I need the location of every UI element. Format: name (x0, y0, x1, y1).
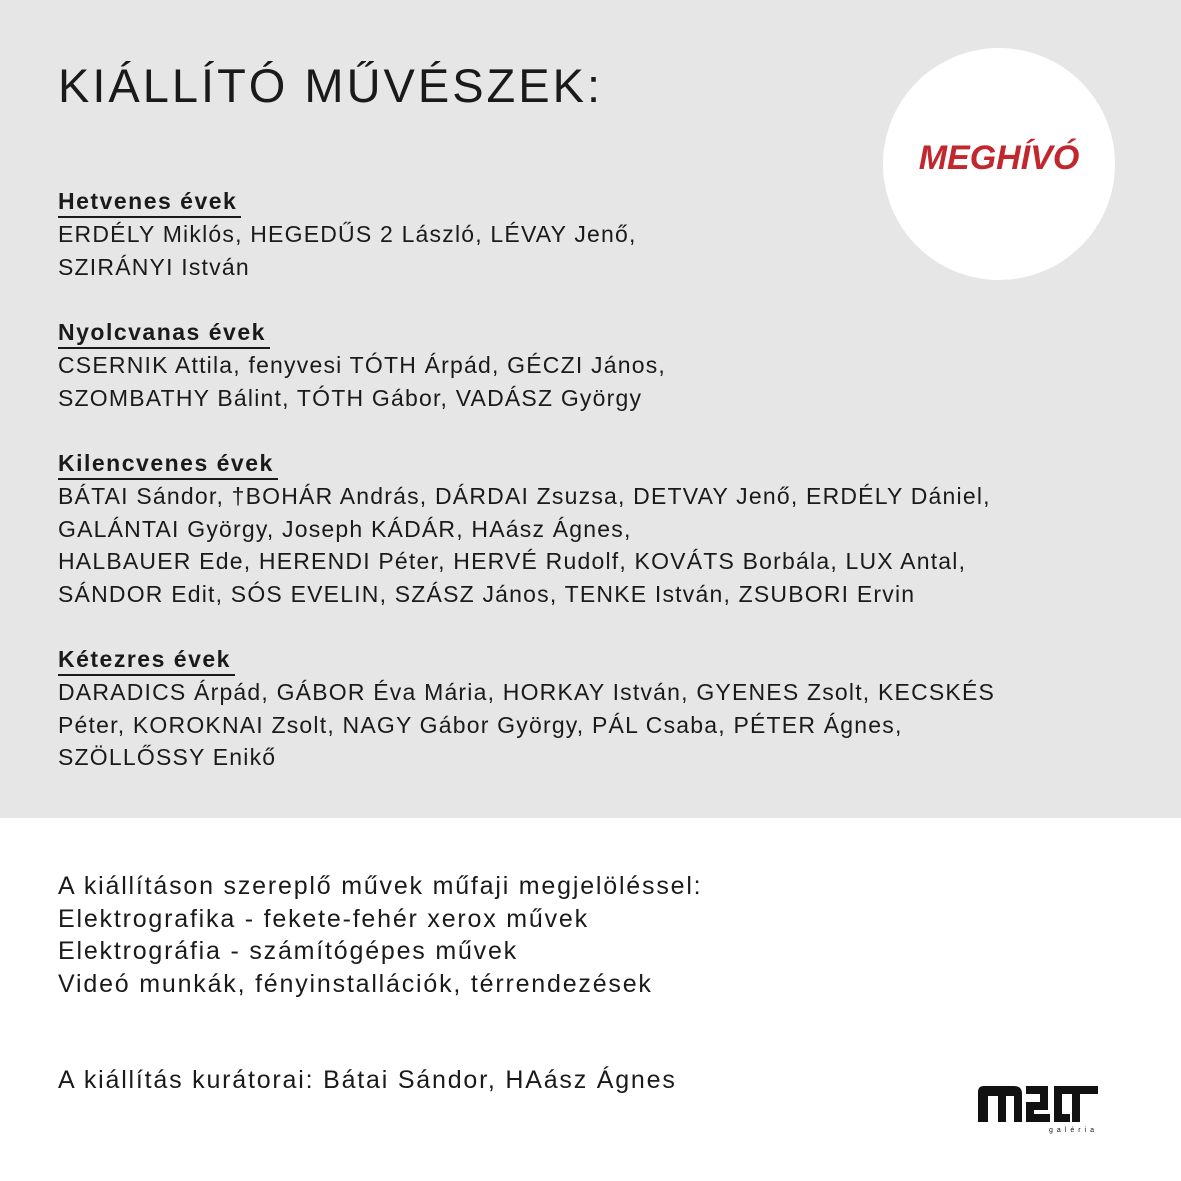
artist-line: GALÁNTAI György, Joseph KÁDÁR, HAász Ágnes, (58, 515, 632, 542)
m2g-galeria-logo (976, 1078, 1102, 1134)
section-seventies (58, 186, 637, 283)
artist-line: SZIRÁNYI István (58, 253, 250, 280)
artist-names (58, 349, 666, 414)
artist-line: BÁTAI Sándor, †BOHÁR András, DÁRDAI Zsuzsa, DETVAY Jenő, ERDÉLY Dániel, (58, 483, 991, 509)
artist-line: ERDÉLY Miklós, HEGEDŰS 2 László, LÉVAY Jenő, (58, 221, 637, 247)
invitation-label: MEGHÍVÓ (918, 138, 1080, 177)
genre-line: Elektrografika - fekete-fehér xerox művek (58, 904, 589, 933)
genre-line: Elektrográfia - számítógépes művek (58, 937, 518, 965)
artist-line: CSERNIK Attila, fenyvesi TÓTH Árpád, GÉCZI János, (58, 352, 667, 378)
artist-line: HALBAUER Ede, HERENDI Péter, HERVÉ Rudolf, KOVÁTS Borbála, LUX Antal, (58, 548, 967, 574)
artist-line: SZÖLLŐSSY Enikő (58, 744, 277, 770)
artist-line: DARADICS Árpád, GÁBOR Éva Mária, HORKAY István, GYENES Zsolt, KECSKÉS (58, 679, 996, 705)
section-eighties (58, 317, 666, 414)
section-heading: Hetvenes évek (58, 186, 241, 218)
section-nineties (58, 448, 991, 610)
artist-line: SZOMBATHY Bálint, TÓTH Gábor, VADÁSZ György (58, 384, 643, 411)
curators-line: A kiállítás kurátorai: Bátai Sándor, HAász Ágnes (58, 1066, 677, 1094)
genre-line: Videó munkák, fényinstallációk, térrendezések (58, 969, 653, 998)
section-heading: Kétezres évek (58, 644, 235, 676)
artist-names (58, 676, 995, 774)
logo-subtitle: galéria (1048, 1127, 1098, 1134)
section-heading: Kilencvenes évek (58, 448, 278, 480)
artist-line: SÁNDOR Edit, SÓS EVELIN, SZÁSZ János, TENKE István, ZSUBORI Ervin (58, 580, 916, 607)
section-two-thousands (58, 644, 995, 774)
page-title: KIÁLLÍTÓ MŰVÉSZEK: (58, 59, 604, 112)
section-heading: Nyolcvanas évek (58, 317, 270, 349)
artist-names (58, 480, 991, 610)
artist-names (58, 218, 637, 283)
artist-line: Péter, KOROKNAI Zsolt, NAGY Gábor György, PÁL Csaba, PÉTER Ágnes, (58, 711, 903, 738)
genre-line: A kiállításon szereplő művek műfaji megjelöléssel: (58, 872, 703, 900)
invitation-badge (883, 48, 1115, 280)
genre-list (58, 870, 702, 1000)
